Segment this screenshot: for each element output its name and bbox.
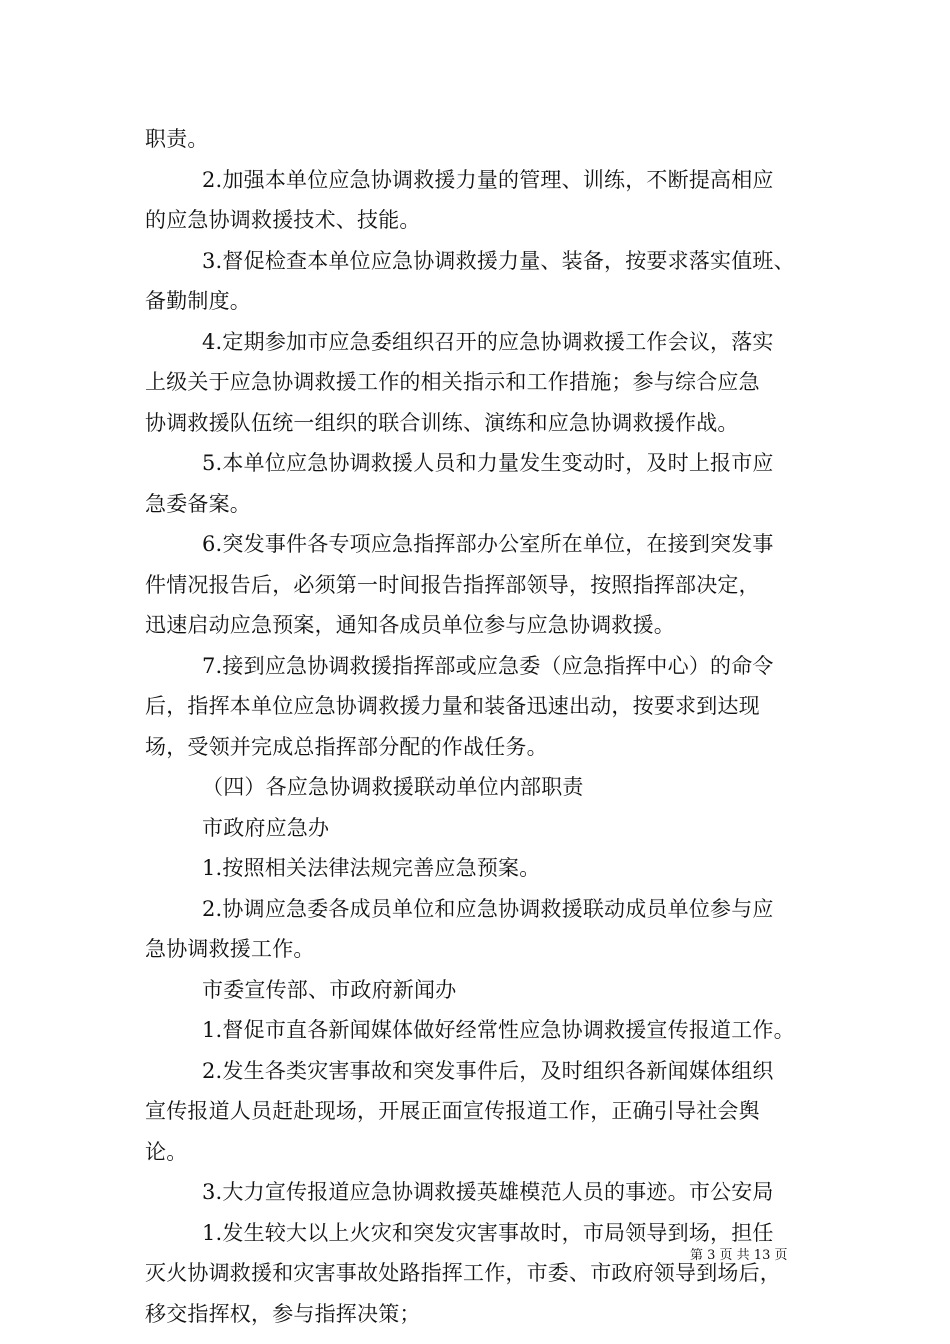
text-line: 灭火协调救援和灾害事故处路指挥工作，市委、市政府领导到场后， bbox=[145, 1261, 781, 1285]
text-line: 移交指挥权，参与指挥决策； bbox=[145, 1301, 421, 1326]
text-line: 迅速启动应急预案，通知各成员单位参与应急协调救援。 bbox=[145, 613, 675, 637]
text-line: 1.督促市直各新闻媒体做好经常性应急协调救援宣传报道工作。 bbox=[202, 1018, 795, 1042]
text-line: 上级关于应急协调救援工作的相关指示和工作措施；参与综合应急 bbox=[145, 370, 760, 394]
text-line: 6.突发事件各专项应急指挥部办公室所在单位，在接到突发事 bbox=[202, 532, 774, 556]
text-line: 件情况报告后，必须第一时间报告指挥部领导，按照指挥部决定， bbox=[145, 572, 760, 597]
text-line: 3.大力宣传报道应急协调救援英雄模范人员的事迹。市公安局 bbox=[202, 1180, 774, 1204]
page-number-footer: 第 3 页 共 13 页 bbox=[690, 1248, 788, 1263]
text-line: 论。 bbox=[145, 1139, 188, 1164]
text-line: 3.督促检查本单位应急协调救援力量、装备，按要求落实值班、 bbox=[202, 248, 795, 273]
subsection-heading: 市政府应急办 bbox=[202, 815, 330, 840]
text-line: 职责。 bbox=[145, 127, 209, 151]
subsection-heading: 市委宣传部、市政府新闻办 bbox=[202, 977, 457, 1002]
text-line: 2.发生各类灾害事故和突发事件后，及时组织各新闻媒体组织 bbox=[202, 1058, 774, 1083]
text-line: 后，指挥本单位应急协调救援力量和装备迅速出动，按要求到达现 bbox=[145, 694, 760, 718]
section-heading: （四）各应急协调救援联动单位内部职责 bbox=[202, 775, 584, 799]
text-line: 协调救援队伍统一组织的联合训练、演练和应急协调救援作战。 bbox=[145, 410, 739, 435]
text-line: 1.按照相关法律法规完善应急预案。 bbox=[202, 856, 541, 880]
text-line: 备勤制度。 bbox=[145, 289, 251, 313]
text-line: 1.发生较大以上火灾和突发灾害事故时，市局领导到场，担任 bbox=[202, 1220, 774, 1245]
text-line: 急委备案。 bbox=[145, 491, 251, 516]
text-line: 2.协调应急委各成员单位和应急协调救援联动成员单位参与应 bbox=[202, 896, 774, 921]
document-body bbox=[145, 119, 810, 1334]
text-line: 的应急协调救援技术、技能。 bbox=[145, 208, 421, 232]
text-line: 场，受领并完成总指挥部分配的作战任务。 bbox=[145, 734, 548, 759]
text-line: 5.本单位应急协调救援人员和力量发生变动时，及时上报市应 bbox=[202, 451, 774, 475]
text-line: 宣传报道人员赶赴现场，开展正面宣传报道工作，正确引导社会舆 bbox=[145, 1099, 760, 1123]
text-line: 7.接到应急协调救援指挥部或应急委（应急指挥中心）的命令 bbox=[202, 653, 774, 678]
text-line: 2.加强本单位应急协调救援力量的管理、训练，不断提高相应 bbox=[202, 167, 774, 192]
text-line: 4.定期参加市应急委组织召开的应急协调救援工作会议，落实 bbox=[202, 329, 774, 354]
text-line: 急协调救援工作。 bbox=[145, 937, 315, 961]
